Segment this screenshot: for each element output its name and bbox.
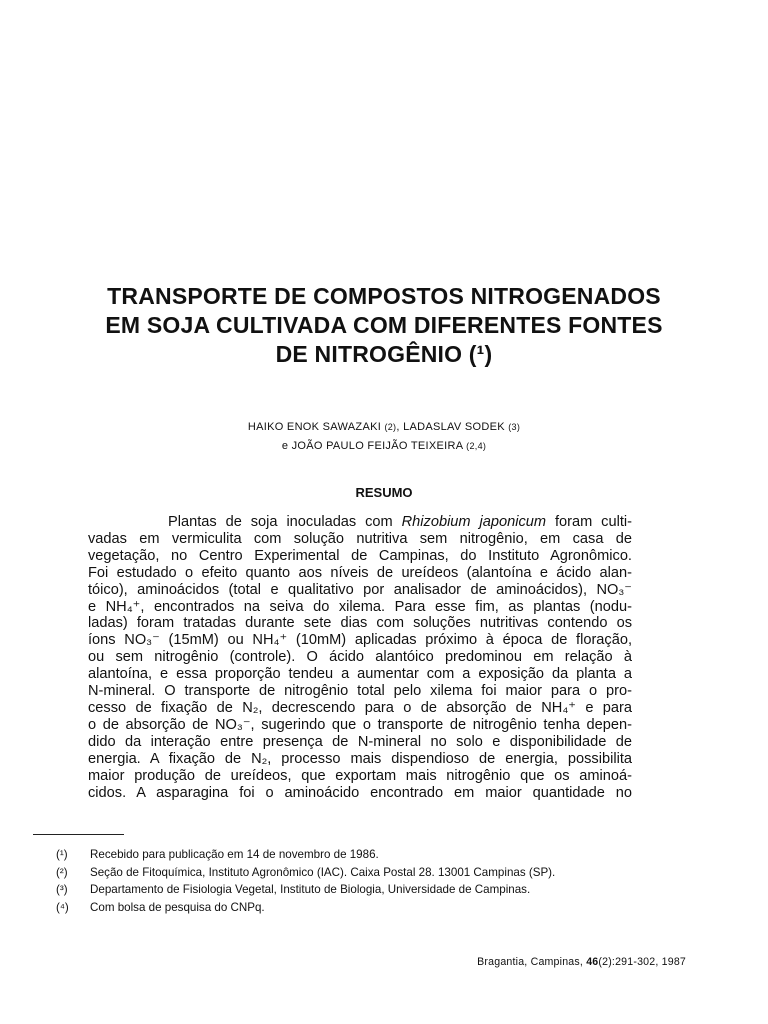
footnote-marker: (²) xyxy=(56,865,68,879)
footnote-marker: (⁴) xyxy=(56,900,69,914)
affiliation-marker: (3) xyxy=(508,422,521,432)
author-line-2 xyxy=(150,437,618,456)
species-name: Rhizobium japonicum xyxy=(401,514,547,530)
abstract-line: tóico), aminoácidos (total e qualitativo por analisador de aminoácidos), NO₃⁻ xyxy=(88,581,632,598)
footnote-text: Departamento de Fisiologia Vegetal, Instituto de Biologia, Universidade de Campinas. xyxy=(90,883,531,896)
footnote xyxy=(56,899,656,917)
author-list xyxy=(150,418,618,456)
abstract-line: maior produção de ureídeos, que exportam mais nitrogênio que os aminoá- xyxy=(88,767,632,784)
abstract-line: o de absorção de NO₃⁻, sugerindo que o transporte de nitrogênio tenha depen- xyxy=(88,716,632,733)
title-line-2: EM SOJA CULTIVADA COM DIFERENTES FONTES xyxy=(105,312,663,338)
abstract-line: ladas) foram tratadas durante sete dias com soluções nutritivas contendo os xyxy=(88,615,632,632)
abstract-line: vegetação, no Centro Experimental de Campinas, do Instituto Agronômico. xyxy=(88,547,632,564)
footnote-text: Recebido para publicação em 14 de novembro de 1986. xyxy=(90,848,379,861)
author-sawazaki: HAIKO ENOK SAWAZAKI xyxy=(247,421,382,433)
footnote xyxy=(56,846,656,864)
footnote-text: Com bolsa de pesquisa do CNPq. xyxy=(90,900,265,914)
affiliation-marker: (2,4) xyxy=(466,441,487,451)
author-line-1 xyxy=(150,418,618,437)
footnote-marker: (³) xyxy=(56,883,68,896)
footnote-marker: (¹) xyxy=(56,848,68,861)
title-line-3: DE NITROGÊNIO (¹) xyxy=(275,341,493,367)
abstract-line: ou sem nitrogênio (controle). O ácido alantóico predominou em relação à xyxy=(88,649,632,666)
abstract-line: cidos. A asparagina foi o aminoácido encontrado em maior quantidade no xyxy=(88,784,632,801)
abstract-line: cesso de fixação de N₂, decrescendo para o de absorção de NH₄⁺ e para xyxy=(88,699,632,716)
abstract-line: N-mineral. O transporte de nitrogênio total pelo xilema foi maior para o pro- xyxy=(88,683,632,700)
affiliation-marker: (2) xyxy=(384,422,397,432)
footnotes xyxy=(56,846,656,916)
abstract-line: vadas em vermiculita com solução nutritiva sem nitrogênio, em casa de xyxy=(88,530,632,547)
footnote xyxy=(56,864,656,882)
footnote-divider xyxy=(33,834,124,835)
footnote-text: Seção de Fitoquímica, Instituto Agronômico (IAC). Caixa Postal 28. 13001 Campinas (SP). xyxy=(90,865,556,879)
abstract-body xyxy=(88,514,632,801)
journal-volume: 46 xyxy=(586,956,599,968)
title-line-1: TRANSPORTE DE COMPOSTOS NITROGENADOS xyxy=(107,283,661,309)
abstract-line: energia. A fixação de N₂, processo mais dispendioso de energia, possibilita xyxy=(88,750,632,767)
abstract-line: Plantas de soja inoculadas com Rhizobium japonicum foram culti- xyxy=(168,514,632,530)
paper-title xyxy=(30,282,738,369)
author-sodek: , LADASLAV SODEK xyxy=(396,421,505,433)
footnote xyxy=(56,881,656,899)
abstract-line: íons NO₃⁻ (15mM) ou NH₄⁺ (10mM) aplicadas próximo à época de floração, xyxy=(88,632,632,649)
section-heading: RESUMO xyxy=(355,485,413,500)
abstract-line: Foi estudado o efeito quanto aos níveis de ureídeos (alantoína e ácido alan- xyxy=(88,564,632,581)
abstract-line: dido da interação entre presença de N-mineral no solo e disponibilidade de xyxy=(88,733,632,750)
journal-citation xyxy=(477,956,686,968)
abstract-line: e NH₄⁺, encontrados na seiva do xilema. Para esse fim, as plantas (nodu- xyxy=(88,598,632,615)
author-teixeira: e JOÃO PAULO FEIJÃO TEIXEIRA xyxy=(281,440,463,452)
journal-issue-pages: (2):291-302, 1987 xyxy=(598,956,686,968)
journal-name: Bragantia, Campinas, xyxy=(477,956,584,968)
abstract-line: alantoína, e essa proporção tendeu a aumentar com a exposição da planta a xyxy=(88,666,632,683)
